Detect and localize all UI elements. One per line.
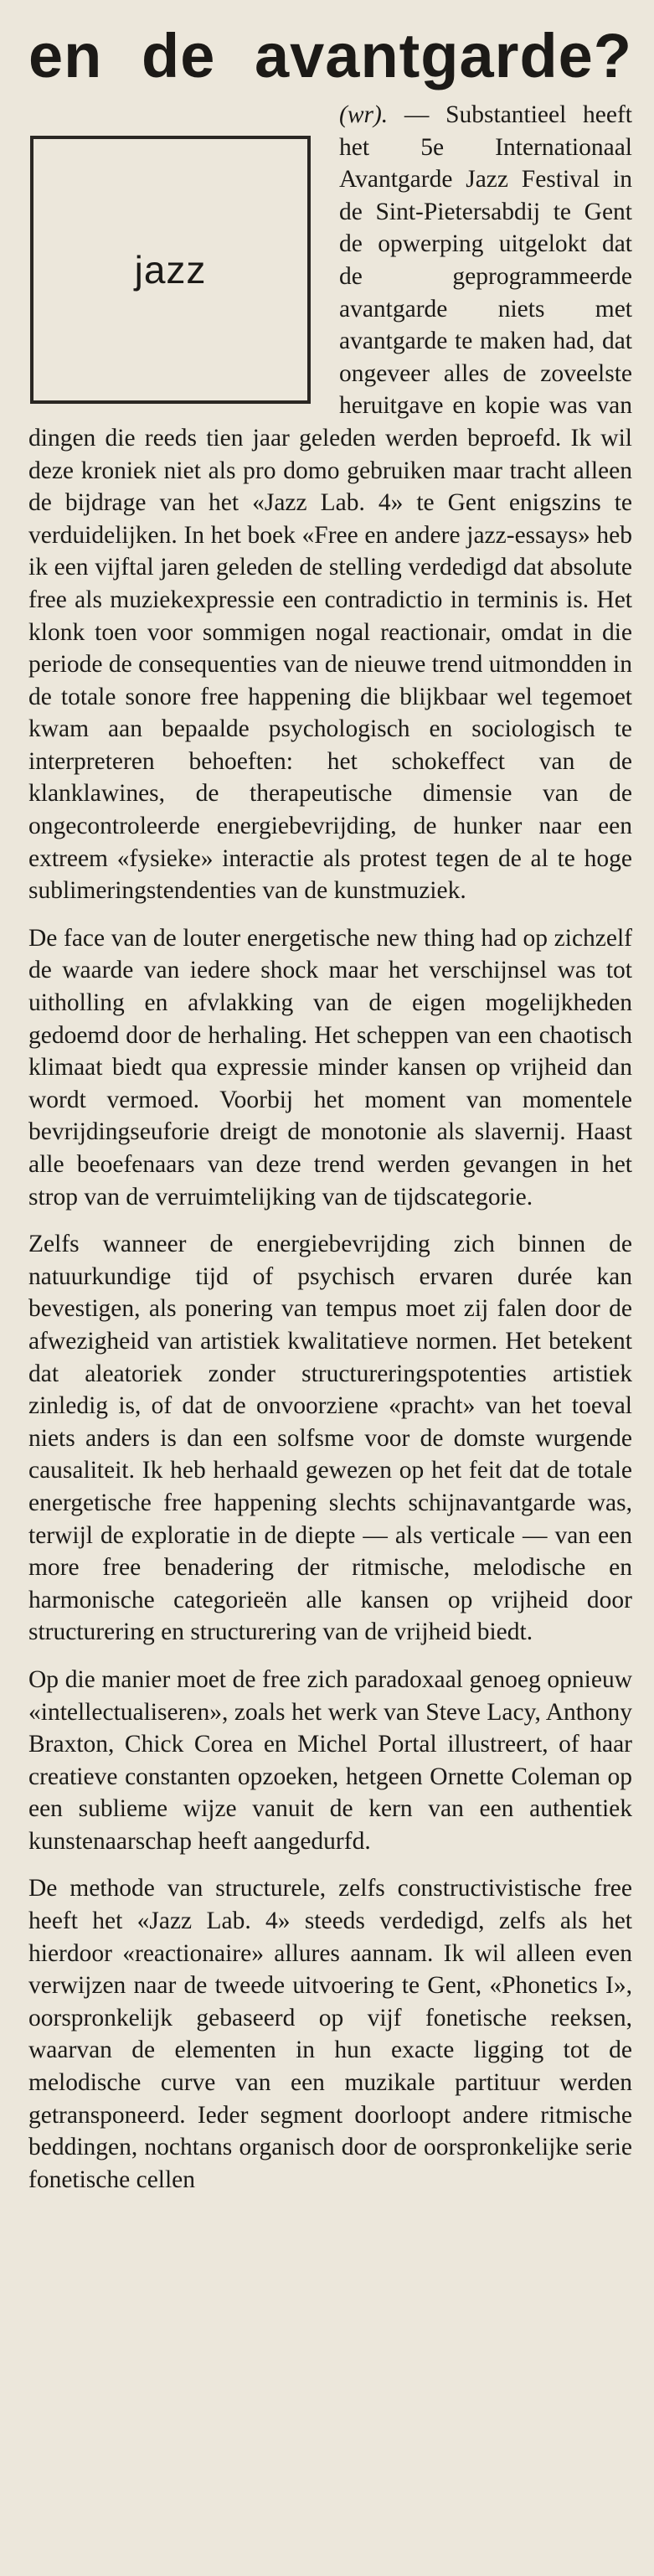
article-body: [28, 99, 632, 2196]
paragraph-5: De methode van structurele, zelfs constructivistische free heeft het «Jazz Lab. 4» steeds verdedigd, zelfs als het hierdoor «reactionaire» allures aannam. Ik wil alleen even verwijzen naar de tweede uitvoering te Gent, «Phonetics I», oorspronkelijk gebaseerd op vijf fonetische reeksen, waarvan de elementen in hun exacte ligging tot de melodische curve van een muzikale partituur werden getransponeerd. Ieder segment doorloopt andere ritmische beddingen, nochtans organisch door de oorspronkelijke serie fonetische cellen: [28, 1875, 632, 2193]
headline: en de avantgarde?: [28, 21, 632, 90]
paragraph-3: Zelfs wanneer de energiebevrijding zich binnen de natuurkundige tijd of psychisch ervaren durée kan bevestigen, als ponering van tempus moet zij falen door de afwezigheid van artistiek kwalitatieve normen. Het betekent dat aleatoriek zonder structureringspotenties artistiek zinledig is, of dat de onvoorziene «pracht» van het toeval niets anders is dan een solfsme voor de domste wurgende causaliteit. Ik heb herhaald gewezen op het feit dat de totale energetische free happening slechts schijnavantgarde was, terwijl de exploratie in de diepte — als verticale — van een more free benadering der ritmische, melodische en harmonische categorieën alle kansen op vrijheid door structurering en structurering van de vrijheid biedt.: [28, 1231, 632, 1646]
paragraph-4: Op die manier moet de free zich paradoxaal genoeg opnieuw «intellectualiseren», zoals het werk van Steve Lacy, Anthony Braxton, Chick Corea en Michel Portal illustreert, of haar creatieve constanten opzoeken, hetgeen Ornette Coleman op een sublieme wijze vanuit de kern van een authentiek kunstenaarschap heeft aangedurfd.: [28, 1665, 632, 1855]
article: [28, 99, 632, 2196]
paragraph-1-text: — Substantieel heeft het 5e Internationaal Avantgarde Jazz Festival in de Sint-Pietersabdij te Gent de opwerping uitgelokt dat de geprogrammeerde avantgarde niets met avantgarde te maken had, dat ongeveer alles de zoveelste heruitgave en kopie was van dingen die reeds tien jaar geleden werden beproefd. Ik wil deze kroniek niet als pro domo gebruiken maar tracht alleen de bijdrage van het «Jazz Lab. 4» te Gent enigszins te verduidelijken. In het boek «Free en andere jazz-essays» heb ik een vijftal jaren geleden de stelling verdedigd dat absolute free als muziekexpressie een contradictio in terminis is. Het klonk toen voor sommigen nogal reactionair, omdat in die periode de consequenties van de nieuwe trend uitmondden in de totale sonore free happening die blijkbaar wel tegemoet kwam aan bepaalde psychologisch en sociologisch te interpreteren behoeften: het schokeffect van de klanklawines, de therapeutische dimensie van de ongecontroleerde energiebevrijding, de hunker naar een extreem «fysieke» interactie als protest tegen de al te hoge sublimeringstendenties van de kunstmuziek.: [28, 101, 632, 905]
paragraph-2: De face van de louter energetische new thing had op zichzelf de waarde van iedere shock maar het verschijnsel was tot uitholling en afvlakking van de eigen mogelijkheden gedoemd door de herhaling. Het scheppen van een chaotisch klimaat biedt qua expressie minder kansen op vrijheid dan wordt vermoed. Voorbij het moment van momentele bevrijdingseuforie dreigt de monotonie als slavernij. Haast alle beoefenaars van deze trend werden gevangen in het strop van de verruimtelijking van de tijdscategorie.: [28, 924, 632, 1211]
jazz-box: [30, 136, 311, 404]
jazz-box-label: jazz: [134, 248, 207, 292]
author-tag: (wr).: [339, 101, 389, 128]
